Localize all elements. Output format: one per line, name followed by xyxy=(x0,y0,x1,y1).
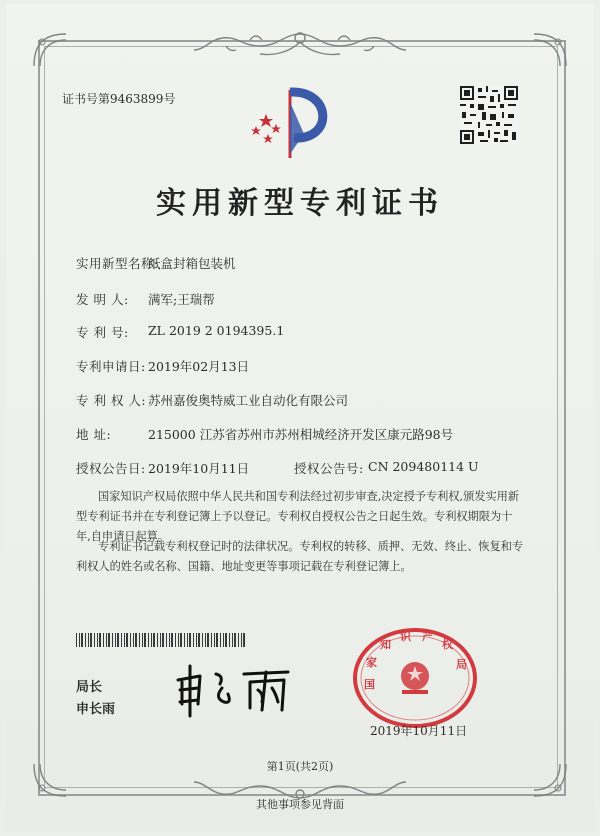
certificate-title: 实用新型专利证书 xyxy=(156,186,444,221)
patent-number-label: 专 利 号: xyxy=(76,325,129,340)
svg-text:权: 权 xyxy=(442,638,453,651)
qr-code-icon xyxy=(460,86,518,144)
footer-note: 其他事项参见背面 xyxy=(256,798,344,811)
top-ornament-icon xyxy=(190,28,410,64)
certificate-number: 证书号第9463899号 xyxy=(62,92,176,106)
address-label: 地 址: xyxy=(76,427,112,442)
inventor-value: 满军;王瑞帮 xyxy=(148,292,215,307)
filing-date-value: 2019年02月13日 xyxy=(148,359,250,374)
corner-ornament-icon xyxy=(530,30,570,70)
patent-office-logo-icon xyxy=(246,84,346,164)
utility-model-name-value: 纸盒封箱包装机 xyxy=(148,256,236,271)
grant-number-value: CN 209480114 U xyxy=(368,459,479,474)
inventor-label: 发 明 人: xyxy=(76,292,129,307)
svg-text:家: 家 xyxy=(366,656,377,669)
utility-model-name-label: 实用新型名称: xyxy=(76,256,159,271)
barcode-icon xyxy=(76,633,246,647)
official-seal-icon xyxy=(350,626,480,730)
legal-status-paragraph: 专利证书记载专利权登记时的法律状况。专利权的转移、质押、无效、终止、恢复和专利权人的姓名或名称、国籍、地址变更等事项记载在专利登记簿上。 xyxy=(76,540,524,573)
svg-text:局: 局 xyxy=(456,658,467,671)
page-indicator: 第1页(共2页) xyxy=(266,760,334,773)
grant-date-label: 授权公告日: xyxy=(76,461,146,476)
address-value: 215000 江苏省苏州市苏州相城经济开发区康元路98号 xyxy=(148,427,454,442)
svg-text:产: 产 xyxy=(422,630,433,643)
svg-text:知: 知 xyxy=(380,638,391,651)
patent-number-value: ZL 2019 2 0194395.1 xyxy=(148,323,285,338)
director-title: 局长 xyxy=(76,680,103,695)
svg-text:识: 识 xyxy=(400,630,411,643)
grant-date-value: 2019年10月11日 xyxy=(148,461,250,476)
corner-ornament-icon xyxy=(30,30,70,70)
filing-date-label: 专利申请日: xyxy=(76,359,146,374)
patentee-value: 苏州嘉俊奥特威工业自动化有限公司 xyxy=(148,393,349,408)
svg-text:国: 国 xyxy=(364,678,375,691)
grant-number-label: 授权公告号: xyxy=(294,461,364,476)
patentee-label: 专 利 权 人: xyxy=(76,393,147,408)
grant-statement-paragraph: 国家知识产权局依照中华人民共和国专利法经过初步审查,决定授予专利权,颁发实用新型专利证书并在专利登记簿上予以登记。专利权自授权公告之日起生效。专利权期限为十年,自申请日起算。 xyxy=(76,490,520,543)
director-name: 申长雨 xyxy=(76,702,116,717)
seal-date: 2019年10月11日 xyxy=(370,724,468,738)
signature-image xyxy=(170,660,300,720)
